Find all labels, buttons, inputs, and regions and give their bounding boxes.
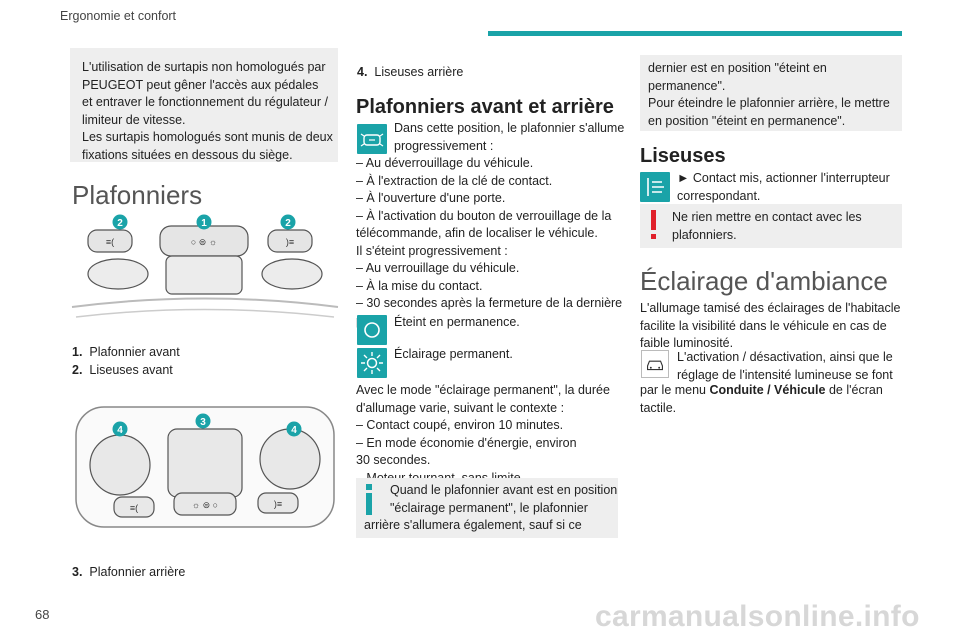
legend-number: 3. <box>72 565 83 579</box>
rear-ceiling-lights-figure <box>72 405 338 530</box>
svg-text:)≡: )≡ <box>285 237 295 247</box>
text-fragment: de l'écran <box>825 383 883 397</box>
text-line: – À l'ouverture d'une porte. <box>356 191 506 205</box>
mat-warning-box <box>70 48 338 162</box>
legend-label: Plafonnier avant <box>89 345 180 359</box>
text-line: correspondant. <box>677 188 761 203</box>
figure2-marker: 4 <box>291 425 297 436</box>
text-line: d'allumage varie, suivant le contexte : <box>356 400 565 415</box>
text-line: Il s'éteint progressivement : <box>356 243 508 258</box>
text-line: L'activation / désactivation, ainsi que le <box>677 350 893 364</box>
figure1-marker: 1 <box>201 218 207 229</box>
figure1-marker: 2 <box>117 218 123 229</box>
text-line: Dans cette position, le plafonnier s'allume <box>394 121 625 135</box>
vehicle-icon <box>641 350 669 378</box>
info-text <box>390 482 617 517</box>
menu-path: Conduite / Véhicule <box>709 383 826 397</box>
legend-number: 4. <box>357 65 368 79</box>
legend-number: 2. <box>72 362 83 377</box>
legend-label: Liseuses arrière <box>374 65 464 79</box>
svg-text:≡(: ≡( <box>129 503 139 513</box>
svg-text:☼ ⊜ ○: ☼ ⊜ ○ <box>191 500 219 510</box>
liseuses-heading: Liseuses <box>640 145 726 167</box>
ambiance-text <box>640 300 900 353</box>
plafonniers-heading: Plafonniers <box>72 180 203 210</box>
warning-icon <box>650 210 658 240</box>
header-accent-bar <box>488 31 902 36</box>
section-header: Ergonomie et confort <box>60 9 177 23</box>
page-number: 68 <box>35 607 50 622</box>
legend-label: Liseuses avant <box>89 362 173 377</box>
text-line: réglage de l'intensité lumineuse se font <box>677 367 893 382</box>
menu-line <box>640 382 883 417</box>
on-label: Éclairage permanent. <box>394 347 513 361</box>
footer-watermark: carmanualsonline.info <box>595 600 920 633</box>
sun-icon <box>357 348 387 378</box>
text-line: dernier est en position "éteint en <box>648 61 827 75</box>
text-line: – Contact coupé, environ 10 minutes. <box>356 418 564 432</box>
text-line: "éclairage permanent", le plafonnier <box>390 500 588 515</box>
figure2-marker: 4 <box>117 425 123 436</box>
note-line: fixations situées en dessous du siège. <box>82 147 293 162</box>
door-mode-list <box>356 155 622 330</box>
text-line: Ne rien mettre en contact avec les <box>672 210 862 224</box>
note-line: limiteur de vitesse. <box>82 112 186 127</box>
liseuse-instruction <box>677 170 890 205</box>
svg-text:)≡: )≡ <box>273 499 283 509</box>
text-line: – 30 secondes après la fermeture de la dernière <box>356 296 623 310</box>
legend-rear <box>72 564 185 582</box>
text-line: Pour éteindre le plafonnier arrière, le mettre <box>648 96 890 110</box>
text-line: 30 secondes. <box>356 453 431 467</box>
legend-label: Plafonnier arrière <box>89 565 186 579</box>
text-line: tactile. <box>640 400 677 415</box>
ceiling-door-icon <box>357 124 387 154</box>
activation-text <box>677 349 893 384</box>
legend-number: 1. <box>72 345 83 359</box>
off-label: Éteint en permanence. <box>394 315 520 329</box>
text-line: Quand le plafonnier avant est en position <box>390 483 618 497</box>
text-line: Avec le mode "éclairage permanent", la durée <box>356 383 610 397</box>
text-line: – À l'extraction de la clé de contact. <box>356 173 553 188</box>
legend-4 <box>357 64 463 82</box>
text-line: – En mode économie d'énergie, environ <box>356 435 577 450</box>
door-mode-text <box>394 120 624 155</box>
text-line: télécommande, afin de localiser le véhicule. <box>356 226 598 240</box>
svg-text:○ ⊜ ☼: ○ ⊜ ☼ <box>190 237 218 247</box>
note-line: Les surtapis homologués sont munis de deux <box>82 130 333 144</box>
text-line: faible luminosité. <box>640 336 734 350</box>
svg-text:≡(: ≡( <box>105 237 115 247</box>
text-line: – Au verrouillage du véhicule. <box>356 261 520 275</box>
note-line: PEUGEOT peut gêner l'accès aux pédales <box>82 77 319 92</box>
front-rear-heading: Plafonniers avant et arrière <box>356 96 614 118</box>
legend-front <box>72 344 180 379</box>
text-line: ► Contact mis, actionner l'interrupteur <box>677 171 890 185</box>
text-line: – À l'activation du bouton de verrouillage de la <box>356 208 612 223</box>
text-line: – Au déverrouillage du véhicule. <box>356 156 534 170</box>
figure1-marker: 2 <box>285 218 291 229</box>
note-line: L'utilisation de surtapis non homologués par <box>82 60 326 74</box>
info-icon <box>364 484 374 516</box>
front-ceiling-lights-figure <box>70 212 340 332</box>
reading-light-icon <box>640 172 670 202</box>
info-continued-box <box>640 55 902 131</box>
text-line: – À la mise du contact. <box>356 278 483 293</box>
warning-text <box>672 209 862 244</box>
figure2-marker: 3 <box>200 417 206 428</box>
text-line: progressivement : <box>394 138 494 153</box>
off-circle-icon <box>357 315 387 345</box>
ambiance-heading: Éclairage d'ambiance <box>640 266 888 296</box>
permanent-mode-text <box>356 382 610 487</box>
note-line: et entraver le fonctionnement du régulateur / <box>82 95 328 109</box>
text-line: facilite la visibilité dans le véhicule en cas de <box>640 318 887 333</box>
info-text-end: arrière s'allumera également, sauf si ce <box>364 518 582 532</box>
text-fragment: par le menu <box>640 383 710 397</box>
text-line: plafonniers. <box>672 227 737 242</box>
text-line: permanence". <box>648 78 726 93</box>
text-line: en position "éteint en permanence". <box>648 113 846 128</box>
text-line: L'allumage tamisé des éclairages de l'habitacle <box>640 301 901 315</box>
